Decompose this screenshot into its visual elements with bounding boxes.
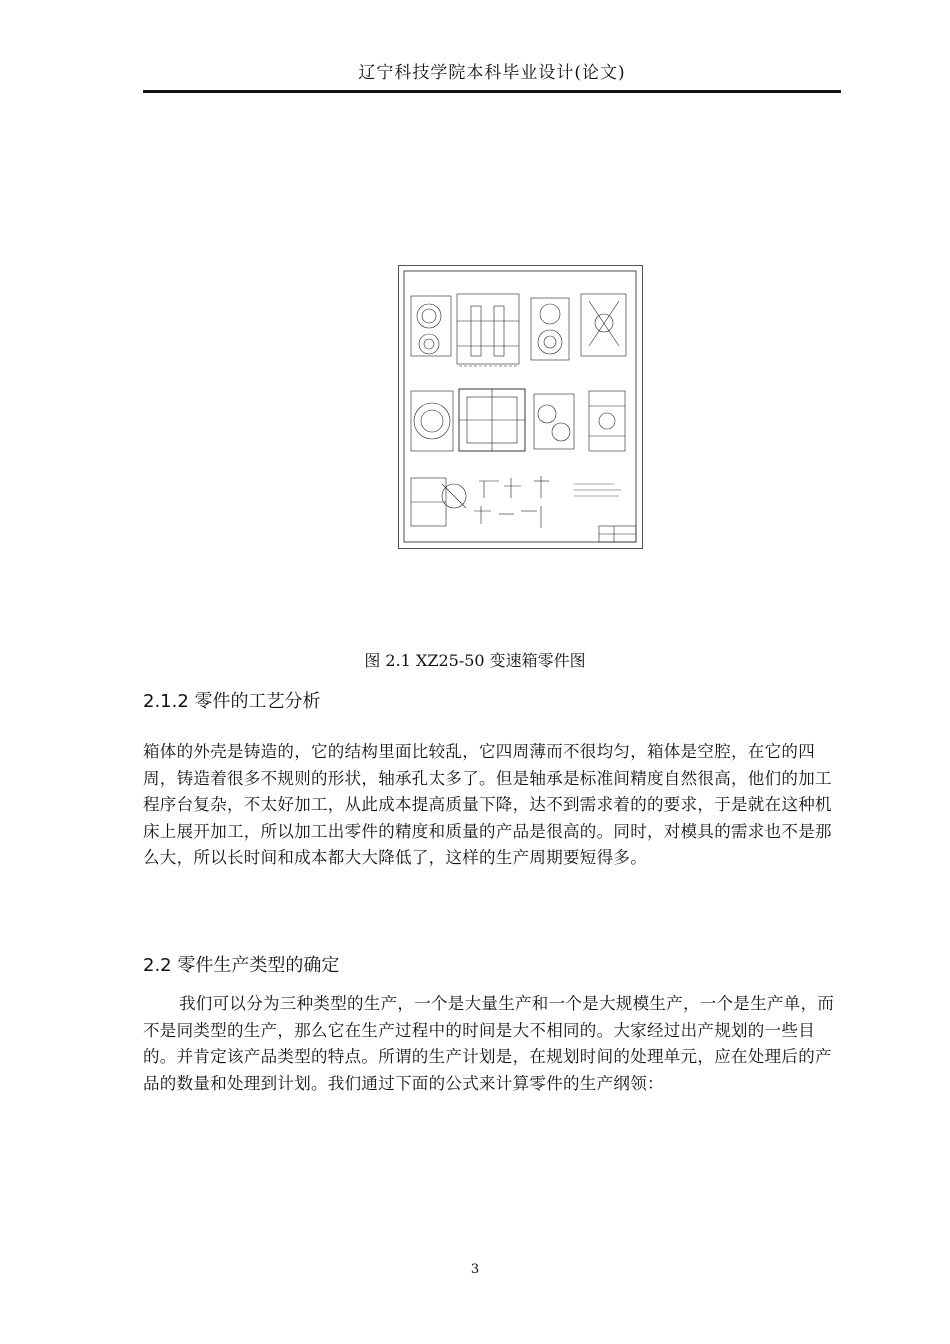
figure-caption: 图 2.1 XZ25-50 变速箱零件图	[364, 651, 586, 670]
section-heading: 2.2 零件生产类型的确定	[143, 955, 340, 976]
header-rule	[143, 90, 841, 93]
page-header	[143, 62, 841, 92]
page-number: 3	[470, 1262, 480, 1277]
engineering-drawing-figure	[398, 265, 643, 549]
section-heading: 2.1.2 零件的工艺分析	[143, 691, 321, 712]
header-title: 辽宁科技学院本科毕业设计(论文)	[358, 63, 626, 83]
body-paragraph: 我们可以分为三种类型的生产，一个是大量生产和一个是大规模生产，一个是生产单，而不是同类型的生产，那么它在生产过程中的时间是大不相同的。大家经过出产规划的一些目的。并肯定该产品类型的特点。所谓的生产计划是，在规划时间的处理单元，应在处理后的产品的数量和处理到计划。我们通过下面的公式来计算零件的生产纲领：	[143, 994, 835, 1093]
body-paragraph: 箱体的外壳是铸造的，它的结构里面比较乱，它四周薄而不很均匀，箱体是空腔，在它的四周，铸造着很多不规则的形状，轴承孔太多了。但是轴承是标准间精度自然很高，他们的加工程序台复杂，不太好加工，从此成本提高质量下降，达不到需求着的的要求，于是就在这种机床上展开加工，所以加工出零件的精度和质量的产品是很高的。同时，对模具的需求也不是那么大，所以长时间和成本都大大降低了，这样的生产周期要短得多。	[143, 742, 832, 867]
gearbox-drawing-image	[399, 266, 641, 547]
